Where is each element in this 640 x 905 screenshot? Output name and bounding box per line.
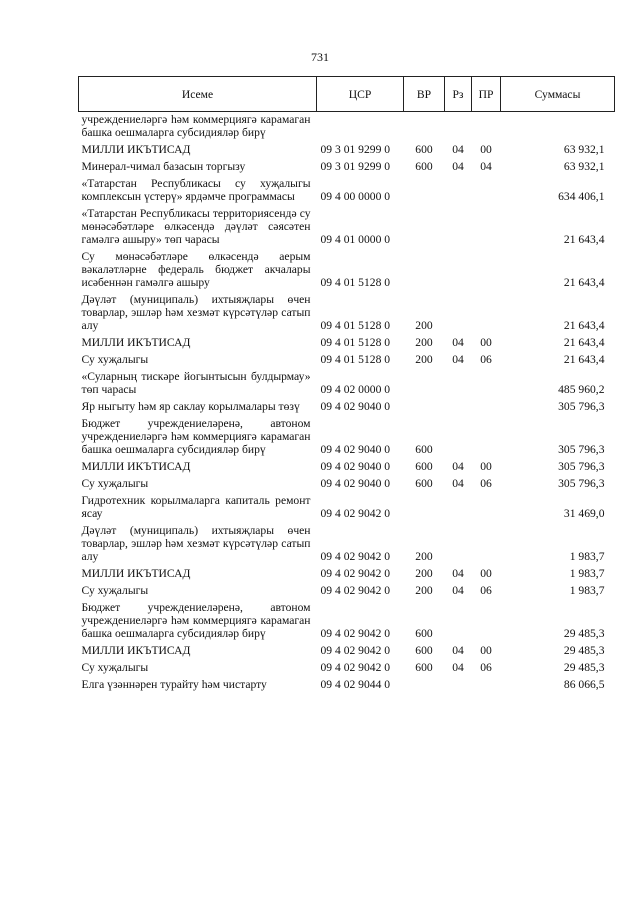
cell-sum: 29 485,3 bbox=[563, 661, 605, 674]
table-row bbox=[79, 414, 615, 457]
cell-vr: 600 bbox=[415, 143, 433, 156]
table-row bbox=[79, 564, 615, 581]
cell-rz bbox=[445, 491, 472, 521]
cell-name: МИЛЛИ ИКЪТИСАД bbox=[81, 644, 191, 657]
cell-csr: 09 4 02 9042 0 bbox=[320, 661, 391, 674]
cell-pr bbox=[472, 204, 501, 247]
cell-name: Су хуҗалыгы bbox=[81, 584, 149, 597]
cell-rz: 04 bbox=[452, 460, 464, 473]
cell-name: Су хуҗалыгы bbox=[81, 661, 149, 674]
table-row bbox=[79, 333, 615, 350]
cell-sum: 21 643,4 bbox=[563, 233, 605, 246]
table-row bbox=[79, 112, 615, 141]
cell-pr: 06 bbox=[480, 353, 492, 366]
cell-csr: 09 4 02 9042 0 bbox=[320, 644, 391, 657]
cell-csr: 09 4 02 9040 0 bbox=[320, 460, 391, 473]
table-row bbox=[79, 157, 615, 174]
cell-rz bbox=[445, 204, 472, 247]
cell-pr bbox=[472, 491, 501, 521]
table-row bbox=[79, 581, 615, 598]
cell-rz bbox=[445, 174, 472, 204]
cell-sum: 305 796,3 bbox=[558, 477, 605, 490]
cell-pr: 00 bbox=[480, 143, 492, 156]
cell-sum: 305 796,3 bbox=[558, 460, 605, 473]
cell-rz bbox=[445, 675, 472, 692]
cell-pr: 06 bbox=[480, 477, 492, 490]
cell-name: «Татарстан Республикасы су хуҗалыгы комплексын үстерү» ярдәмче программасы bbox=[81, 177, 311, 203]
cell-csr: 09 3 01 9299 0 bbox=[320, 143, 391, 156]
cell-sum: 29 485,3 bbox=[563, 627, 605, 640]
cell-csr: 09 4 02 9042 0 bbox=[320, 567, 391, 580]
cell-name: МИЛЛИ ИКЪТИСАД bbox=[81, 460, 191, 473]
cell-name: Минерал-чимал базасын торгызу bbox=[81, 160, 246, 173]
cell-name: «Татарстан Республикасы территориясендә су мөнәсәбәтләре өлкәсендә дәүләт сәясәтен гамәлгә ашыру» төп чарасы bbox=[81, 207, 311, 246]
cell-pr bbox=[472, 174, 501, 204]
header-vr: ВР bbox=[404, 77, 445, 112]
cell-csr: 09 4 00 0000 0 bbox=[320, 190, 391, 203]
table-row bbox=[79, 598, 615, 641]
cell-sum: 305 796,3 bbox=[558, 443, 605, 456]
cell-sum: 1 983,7 bbox=[569, 584, 605, 597]
cell-rz: 04 bbox=[452, 160, 464, 173]
cell-sum: 21 643,4 bbox=[563, 336, 605, 349]
cell-pr: 06 bbox=[480, 584, 492, 597]
table-row bbox=[79, 174, 615, 204]
cell-vr: 600 bbox=[415, 160, 433, 173]
cell-rz bbox=[445, 247, 472, 290]
cell-vr bbox=[404, 675, 445, 692]
cell-vr bbox=[404, 204, 445, 247]
table-row bbox=[79, 641, 615, 658]
table-row bbox=[79, 247, 615, 290]
table-header bbox=[79, 77, 615, 112]
cell-sum: 21 643,4 bbox=[563, 276, 605, 289]
cell-rz bbox=[445, 598, 472, 641]
cell-vr: 600 bbox=[415, 477, 433, 490]
cell-csr: 09 4 01 5128 0 bbox=[320, 319, 391, 332]
cell-pr bbox=[472, 675, 501, 692]
cell-vr bbox=[404, 247, 445, 290]
cell-rz bbox=[445, 521, 472, 564]
cell-rz bbox=[445, 414, 472, 457]
cell-pr: 04 bbox=[480, 160, 492, 173]
cell-sum: 31 469,0 bbox=[563, 507, 605, 520]
cell-name: Гидротехник корылмаларга капиталь ремонт ясау bbox=[81, 494, 311, 520]
cell-pr bbox=[472, 247, 501, 290]
cell-sum bbox=[501, 112, 615, 141]
cell-sum: 86 066,5 bbox=[563, 678, 605, 691]
cell-csr: 09 4 02 9042 0 bbox=[320, 584, 391, 597]
table-row bbox=[79, 474, 615, 491]
cell-pr: 06 bbox=[480, 661, 492, 674]
cell-pr bbox=[472, 112, 501, 141]
cell-sum: 29 485,3 bbox=[563, 644, 605, 657]
cell-rz bbox=[445, 397, 472, 414]
cell-name: учреждениеләргә һәм коммерциягә карамаган башка оешмаларга субсидияләр бирү bbox=[81, 113, 311, 139]
cell-csr: 09 4 02 0000 0 bbox=[320, 383, 391, 396]
cell-sum: 1 983,7 bbox=[569, 550, 605, 563]
cell-rz bbox=[445, 290, 472, 333]
cell-name: Дәүләт (муниципаль) ихтыяҗлары өчен товарлар, эшләр һәм хезмәт күрсәтүләр сатып алу bbox=[81, 524, 311, 563]
cell-sum: 21 643,4 bbox=[563, 319, 605, 332]
cell-vr: 200 bbox=[415, 336, 433, 349]
cell-name: Су хуҗалыгы bbox=[81, 477, 149, 490]
cell-vr: 600 bbox=[415, 443, 433, 456]
cell-rz: 04 bbox=[452, 477, 464, 490]
cell-csr: 09 4 01 0000 0 bbox=[320, 233, 391, 246]
cell-rz: 04 bbox=[452, 644, 464, 657]
cell-rz: 04 bbox=[452, 584, 464, 597]
cell-name: Су хуҗалыгы bbox=[81, 353, 149, 366]
table-row bbox=[79, 367, 615, 397]
cell-pr bbox=[472, 397, 501, 414]
cell-rz: 04 bbox=[452, 353, 464, 366]
cell-pr bbox=[472, 414, 501, 457]
cell-rz: 04 bbox=[452, 336, 464, 349]
cell-pr: 00 bbox=[480, 336, 492, 349]
cell-csr: 09 4 02 9042 0 bbox=[320, 627, 391, 640]
cell-csr: 09 4 02 9040 0 bbox=[320, 477, 391, 490]
cell-rz: 04 bbox=[452, 567, 464, 580]
cell-name: Яр ныгыту һәм яр саклау корылмалары төзү bbox=[81, 400, 300, 413]
header-pr: ПР bbox=[472, 77, 501, 112]
cell-rz: 04 bbox=[452, 661, 464, 674]
cell-name: Дәүләт (муниципаль) ихтыяҗлары өчен товарлар, эшләр һәм хезмәт күрсәтүләр сатып алу bbox=[81, 293, 311, 332]
cell-pr bbox=[472, 290, 501, 333]
cell-name: Бюджет учреждениеләренә, автоном учреждениеләргә һәм коммерциягә карамаган башка оешмаларга субсидияләр бирү bbox=[81, 601, 311, 640]
cell-sum: 485 960,2 bbox=[558, 383, 605, 396]
budget-table bbox=[78, 76, 615, 692]
table-row bbox=[79, 521, 615, 564]
table-row bbox=[79, 290, 615, 333]
cell-vr: 200 bbox=[415, 550, 433, 563]
cell-vr bbox=[404, 367, 445, 397]
cell-vr: 200 bbox=[415, 584, 433, 597]
cell-rz bbox=[445, 112, 472, 141]
cell-vr: 200 bbox=[415, 353, 433, 366]
cell-csr: 09 4 02 9040 0 bbox=[320, 443, 391, 456]
cell-name: МИЛЛИ ИКЪТИСАД bbox=[81, 143, 191, 156]
cell-pr bbox=[472, 521, 501, 564]
table-row bbox=[79, 204, 615, 247]
cell-name: Бюджет учреждениеләренә, автоном учреждениеләргә һәм коммерциягә карамаган башка оешмаларга субсидияләр бирү bbox=[81, 417, 311, 456]
cell-vr: 600 bbox=[415, 661, 433, 674]
table-body bbox=[79, 112, 615, 693]
table-row bbox=[79, 350, 615, 367]
cell-csr: 09 4 02 9042 0 bbox=[320, 550, 391, 563]
cell-csr: 09 4 02 9044 0 bbox=[320, 678, 391, 691]
page-number: 731 bbox=[311, 50, 329, 64]
cell-csr: 09 4 01 5128 0 bbox=[320, 353, 391, 366]
cell-sum: 21 643,4 bbox=[563, 353, 605, 366]
cell-pr: 00 bbox=[480, 644, 492, 657]
cell-name: Елга үзәннәрен турайту һәм чистарту bbox=[81, 678, 267, 691]
cell-csr bbox=[317, 112, 404, 141]
cell-sum: 1 983,7 bbox=[569, 567, 605, 580]
table-row bbox=[79, 397, 615, 414]
cell-csr: 09 3 01 9299 0 bbox=[320, 160, 391, 173]
cell-sum: 63 932,1 bbox=[563, 143, 605, 156]
cell-name: «Суларның тискәре йогынтысын булдырмау» төп чарасы bbox=[81, 370, 311, 396]
table-row bbox=[79, 491, 615, 521]
cell-rz bbox=[445, 367, 472, 397]
header-csr: ЦСР bbox=[317, 77, 404, 112]
table-row bbox=[79, 140, 615, 157]
cell-csr: 09 4 02 9042 0 bbox=[320, 507, 391, 520]
cell-vr bbox=[404, 112, 445, 141]
header-sum: Суммасы bbox=[501, 77, 615, 112]
cell-vr: 600 bbox=[415, 460, 433, 473]
cell-pr bbox=[472, 367, 501, 397]
cell-pr bbox=[472, 598, 501, 641]
cell-csr: 09 4 01 5128 0 bbox=[320, 336, 391, 349]
header-name: Исеме bbox=[79, 77, 317, 112]
cell-name: МИЛЛИ ИКЪТИСАД bbox=[81, 567, 191, 580]
table-row bbox=[79, 457, 615, 474]
table-row bbox=[79, 675, 615, 692]
cell-rz: 04 bbox=[452, 143, 464, 156]
header-rz: Рз bbox=[445, 77, 472, 112]
cell-sum: 305 796,3 bbox=[558, 400, 605, 413]
cell-pr: 00 bbox=[480, 460, 492, 473]
cell-sum: 634 406,1 bbox=[558, 190, 605, 203]
cell-name: Су мөнәсәбәтләре өлкәсендә аерым вәкаләтләрне федераль бюджет акчалары исәбеннән гамәлгә ашыру bbox=[81, 250, 311, 289]
cell-pr: 00 bbox=[480, 567, 492, 580]
cell-csr: 09 4 02 9040 0 bbox=[320, 400, 391, 413]
cell-vr: 200 bbox=[415, 319, 433, 332]
cell-csr: 09 4 01 5128 0 bbox=[320, 276, 391, 289]
cell-name: МИЛЛИ ИКЪТИСАД bbox=[81, 336, 191, 349]
cell-vr bbox=[404, 174, 445, 204]
cell-vr: 600 bbox=[415, 644, 433, 657]
table-row bbox=[79, 658, 615, 675]
cell-vr: 600 bbox=[415, 627, 433, 640]
cell-vr bbox=[404, 397, 445, 414]
cell-sum: 63 932,1 bbox=[563, 160, 605, 173]
cell-vr: 200 bbox=[415, 567, 433, 580]
cell-vr bbox=[404, 491, 445, 521]
